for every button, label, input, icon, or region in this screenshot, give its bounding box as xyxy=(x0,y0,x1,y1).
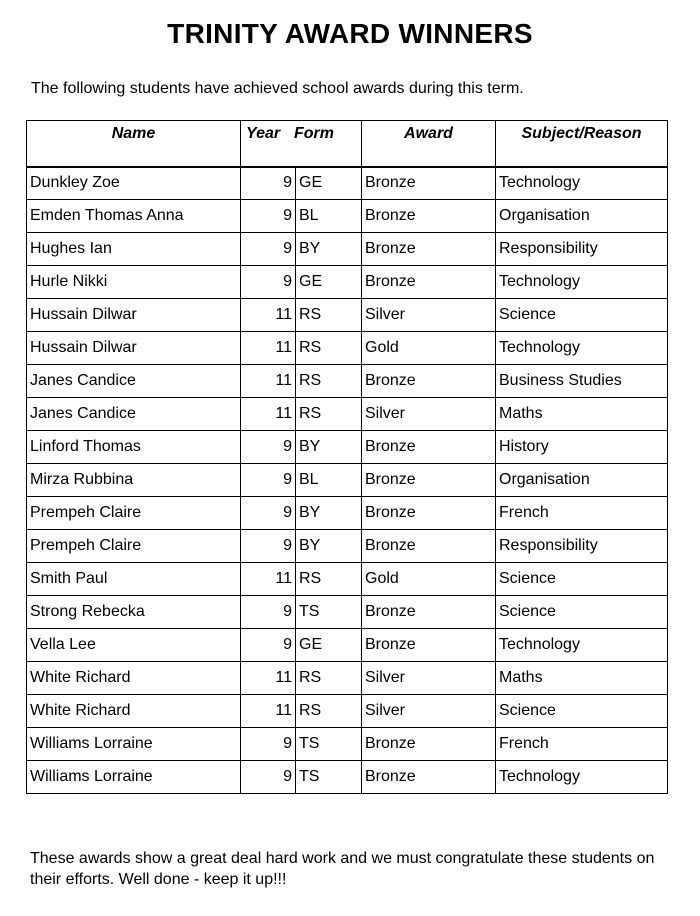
table-row xyxy=(27,695,668,728)
cell-subject: Responsibility xyxy=(496,233,668,266)
cell-form: BY xyxy=(296,530,362,563)
table-row xyxy=(27,299,668,332)
cell-award: Bronze xyxy=(362,167,496,200)
cell-form: TS xyxy=(296,761,362,794)
cell-name: Janes Candice xyxy=(27,398,241,431)
header-year: Year xyxy=(246,125,281,142)
table-row xyxy=(27,662,668,695)
cell-award: Bronze xyxy=(362,629,496,662)
cell-subject: Science xyxy=(496,596,668,629)
cell-award: Bronze xyxy=(362,530,496,563)
cell-form: BY xyxy=(296,497,362,530)
cell-year: 9 xyxy=(241,266,296,299)
cell-award: Silver xyxy=(362,398,496,431)
cell-form: BY xyxy=(296,233,362,266)
header-year-form xyxy=(241,121,362,167)
cell-award: Bronze xyxy=(362,233,496,266)
cell-form: BL xyxy=(296,200,362,233)
cell-year: 11 xyxy=(241,662,296,695)
table-row xyxy=(27,761,668,794)
table-row xyxy=(27,629,668,662)
cell-year: 9 xyxy=(241,497,296,530)
cell-award: Bronze xyxy=(362,596,496,629)
table-row xyxy=(27,167,668,200)
cell-subject: Maths xyxy=(496,662,668,695)
cell-award: Gold xyxy=(362,563,496,596)
cell-form: RS xyxy=(296,332,362,365)
cell-name: Williams Lorraine xyxy=(27,728,241,761)
cell-subject: Technology xyxy=(496,761,668,794)
cell-year: 9 xyxy=(241,200,296,233)
cell-form: BL xyxy=(296,464,362,497)
table-row xyxy=(27,365,668,398)
cell-subject: Science xyxy=(496,695,668,728)
cell-award: Bronze xyxy=(362,365,496,398)
table-row xyxy=(27,530,668,563)
cell-subject: Maths xyxy=(496,398,668,431)
table-row xyxy=(27,200,668,233)
cell-year: 9 xyxy=(241,464,296,497)
cell-form: RS xyxy=(296,299,362,332)
cell-form: TS xyxy=(296,596,362,629)
cell-award: Bronze xyxy=(362,266,496,299)
cell-year: 9 xyxy=(241,431,296,464)
cell-year: 11 xyxy=(241,332,296,365)
cell-name: Linford Thomas xyxy=(27,431,241,464)
cell-year: 9 xyxy=(241,233,296,266)
cell-subject: History xyxy=(496,431,668,464)
cell-name: Hurle Nikki xyxy=(27,266,241,299)
cell-name: Strong Rebecka xyxy=(27,596,241,629)
table-header xyxy=(27,121,668,167)
cell-subject: Organisation xyxy=(496,464,668,497)
cell-form: GE xyxy=(296,629,362,662)
cell-subject: Responsibility xyxy=(496,530,668,563)
cell-subject: Science xyxy=(496,299,668,332)
table-row xyxy=(27,266,668,299)
cell-subject: Technology xyxy=(496,629,668,662)
cell-award: Silver xyxy=(362,695,496,728)
cell-subject: French xyxy=(496,728,668,761)
cell-name: Williams Lorraine xyxy=(27,761,241,794)
cell-year: 9 xyxy=(241,530,296,563)
cell-form: RS xyxy=(296,563,362,596)
cell-subject: Business Studies xyxy=(496,365,668,398)
cell-year: 11 xyxy=(241,695,296,728)
cell-name: Prempeh Claire xyxy=(27,530,241,563)
cell-form: TS xyxy=(296,728,362,761)
cell-name: Hughes Ian xyxy=(27,233,241,266)
cell-year: 11 xyxy=(241,365,296,398)
cell-name: Prempeh Claire xyxy=(27,497,241,530)
cell-name: White Richard xyxy=(27,662,241,695)
table-body xyxy=(27,167,668,794)
cell-award: Bronze xyxy=(362,200,496,233)
cell-subject: Technology xyxy=(496,332,668,365)
table-row xyxy=(27,332,668,365)
page-title: TRINITY AWARD WINNERS xyxy=(167,18,533,49)
cell-award: Bronze xyxy=(362,431,496,464)
closing-text: These awards show a great deal hard work and we must congratulate these students on their efforts. Well done - keep it up!!! xyxy=(30,850,655,888)
cell-award: Bronze xyxy=(362,761,496,794)
cell-year: 9 xyxy=(241,596,296,629)
cell-form: RS xyxy=(296,365,362,398)
header-subject: Subject/Reason xyxy=(496,121,668,167)
header-row xyxy=(27,121,668,167)
cell-subject: Technology xyxy=(496,266,668,299)
table-row xyxy=(27,497,668,530)
cell-form: RS xyxy=(296,662,362,695)
cell-award: Gold xyxy=(362,332,496,365)
header-name: Name xyxy=(27,121,241,167)
cell-year: 9 xyxy=(241,761,296,794)
cell-name: Hussain Dilwar xyxy=(27,299,241,332)
cell-name: Vella Lee xyxy=(27,629,241,662)
cell-name: Smith Paul xyxy=(27,563,241,596)
cell-subject: Technology xyxy=(496,167,668,200)
cell-award: Bronze xyxy=(362,497,496,530)
cell-name: Emden Thomas Anna xyxy=(27,200,241,233)
cell-award: Silver xyxy=(362,299,496,332)
cell-award: Bronze xyxy=(362,728,496,761)
cell-form: RS xyxy=(296,695,362,728)
cell-name: Janes Candice xyxy=(27,365,241,398)
cell-form: BY xyxy=(296,431,362,464)
cell-year: 11 xyxy=(241,398,296,431)
cell-year: 9 xyxy=(241,728,296,761)
table-row xyxy=(27,563,668,596)
cell-form: GE xyxy=(296,167,362,200)
cell-subject: French xyxy=(496,497,668,530)
cell-year: 9 xyxy=(241,629,296,662)
cell-award: Silver xyxy=(362,662,496,695)
header-award: Award xyxy=(362,121,496,167)
table-row xyxy=(27,431,668,464)
awards-table xyxy=(26,120,668,794)
table-row xyxy=(27,728,668,761)
header-form: Form xyxy=(294,125,334,142)
intro-text: The following students have achieved school awards during this term. xyxy=(31,80,524,97)
cell-award: Bronze xyxy=(362,464,496,497)
table-row xyxy=(27,596,668,629)
cell-year: 11 xyxy=(241,299,296,332)
table-row xyxy=(27,464,668,497)
cell-subject: Science xyxy=(496,563,668,596)
cell-name: Dunkley Zoe xyxy=(27,167,241,200)
cell-year: 11 xyxy=(241,563,296,596)
cell-name: Hussain Dilwar xyxy=(27,332,241,365)
table-row xyxy=(27,398,668,431)
cell-subject: Organisation xyxy=(496,200,668,233)
cell-form: RS xyxy=(296,398,362,431)
cell-name: White Richard xyxy=(27,695,241,728)
cell-name: Mirza Rubbina xyxy=(27,464,241,497)
cell-form: GE xyxy=(296,266,362,299)
table-row xyxy=(27,233,668,266)
cell-year: 9 xyxy=(241,167,296,200)
